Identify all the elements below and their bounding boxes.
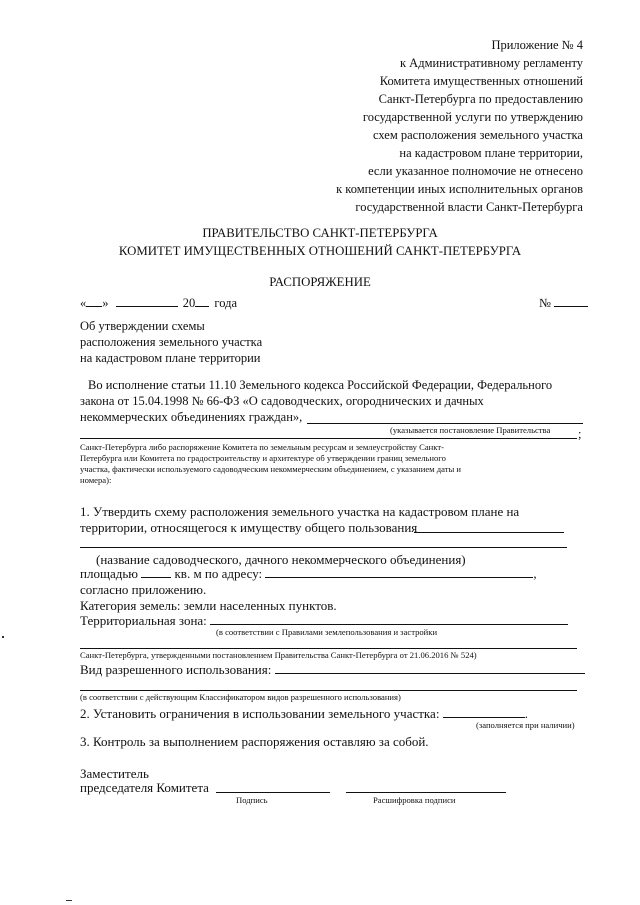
signature-decode-hint: Расшифровка подписи (373, 795, 456, 805)
appendix-line: на кадастровом плане территории, (399, 146, 583, 160)
item2-hint: (заполняется при наличии) (476, 720, 575, 730)
signer-title-2: председателя Комитета (80, 780, 209, 795)
area-label: площадью (80, 566, 138, 581)
appendix-line: схем расположения земельного участка (372, 128, 583, 142)
appendix-line: Приложение № 4 (491, 38, 583, 52)
item2-row (80, 706, 528, 721)
regulation-hint: (указывается постановление Правительства (390, 425, 551, 435)
zone-input-line-2[interactable] (80, 648, 577, 649)
item1-line: 1. Утвердить схему расположения земельного участка на кадастровом плане на (80, 504, 520, 519)
attachment-note: согласно приложению. (80, 582, 207, 597)
regulation-input-line[interactable] (307, 423, 583, 424)
committee-title: КОМИТЕТ ИМУЩЕСТВЕННЫХ ОТНОШЕНИЙ САНКТ-ПЕТЕРБУРГА (118, 244, 522, 258)
area-field[interactable] (141, 567, 171, 578)
item2-end: . (524, 706, 528, 721)
appendix-line: Санкт-Петербурга по предоставлению (378, 92, 583, 106)
association-name-input-line[interactable] (80, 547, 567, 548)
year-suffix: года (214, 296, 237, 310)
item3-text: 3. Контроль за выполнением распоряжения оставляю за собой. (80, 734, 429, 749)
use-label: Вид разрешенного использования: (80, 662, 272, 677)
appendix-line: если указанное полномочие не отнесено (368, 164, 583, 178)
restrictions-field[interactable] (443, 707, 525, 718)
property-input-line[interactable] (414, 532, 564, 533)
document-type: РАСПОРЯЖЕНИЕ (269, 275, 371, 289)
area-row (80, 566, 537, 581)
scan-speck (2, 636, 4, 638)
quote-open: « (80, 296, 87, 310)
scan-speck (66, 900, 72, 901)
appendix-line: государственной власти Санкт-Петербурга (355, 200, 583, 214)
appendix-line: к компетенции иных исполнительных органов (336, 182, 583, 196)
note-line: номера): (80, 475, 112, 485)
date-row (80, 296, 237, 311)
appendix-line: Комитета имущественных отношений (379, 74, 583, 88)
note-line: Петербурга или Комитета по градостроительству и архитектуре об утверждении границ земельного (80, 453, 446, 463)
signature-decode-line[interactable] (346, 792, 506, 793)
preamble-line: Во исполнение статьи 11.10 Земельного кодекса Российской Федерации, Федерального (88, 378, 553, 392)
zone-continuation: Санкт-Петербурга, утвержденными постановлением Правительства Санкт-Петербурга от 21.06.2016 № 524) (80, 650, 477, 660)
number-field[interactable] (554, 296, 588, 307)
signer-title-1: Заместитель (80, 766, 149, 781)
note-line: участка, фактически используемого садоводческим некоммерческим объединением, с указанием даты и (80, 464, 461, 474)
government-title: ПРАВИТЕЛЬСТВО САНКТ-ПЕТЕРБУРГА (202, 226, 438, 240)
zone-label: Территориальная зона: (80, 613, 207, 628)
subject-line: на кадастровом плане территории (80, 351, 261, 365)
note-line: Санкт-Петербурга либо распоряжение Комитета по земельным ресурсам и землеустройству Санкт- (80, 442, 444, 452)
subject-line: Об утверждении схемы (80, 319, 205, 333)
year-field[interactable] (195, 296, 209, 307)
use-field[interactable] (275, 663, 585, 674)
use-hint: (в соответствии с действующим Классификатором видов разрешенного использования) (80, 692, 401, 702)
number-row (539, 296, 588, 311)
zone-field[interactable] (210, 614, 568, 625)
subject-line: расположения земельного участка (80, 335, 263, 349)
item1-line: территории, относящегося к имуществу общего пользования (80, 520, 418, 535)
use-input-line-2[interactable] (80, 690, 577, 691)
signature-line[interactable] (216, 792, 330, 793)
signature-hint: Подпись (236, 795, 268, 805)
area-comma: , (533, 566, 537, 581)
appendix-line: государственной услуги по утверждению (362, 110, 583, 124)
year-prefix: 20 (182, 296, 196, 310)
trailing-semicolon: ; (578, 427, 582, 441)
regulation-input-line-2[interactable] (80, 438, 577, 439)
number-label: № (539, 296, 551, 310)
month-field[interactable] (116, 296, 178, 307)
quote-close: » (102, 296, 109, 310)
use-row (80, 662, 585, 677)
day-field[interactable] (86, 296, 102, 307)
item2-text: 2. Установить ограничения в использовании земельного участка: (80, 706, 440, 721)
address-field[interactable] (265, 567, 533, 578)
land-category: Категория земель: земли населенных пунктов. (80, 598, 337, 613)
association-name-hint: (название садоводческого, дачного некоммерческого объединения) (96, 552, 466, 567)
preamble-line: некоммерческих объединениях граждан», (80, 410, 303, 424)
appendix-line: к Административному регламенту (399, 56, 583, 70)
area-mid: кв. м по адресу: (174, 566, 263, 581)
zone-hint: (в соответствии с Правилами землепользования и застройки (216, 627, 438, 637)
zone-row (80, 613, 568, 628)
preamble-line: закона от 15.04.1998 № 66-ФЗ «О садоводческих, огороднических и дачных (80, 394, 484, 408)
